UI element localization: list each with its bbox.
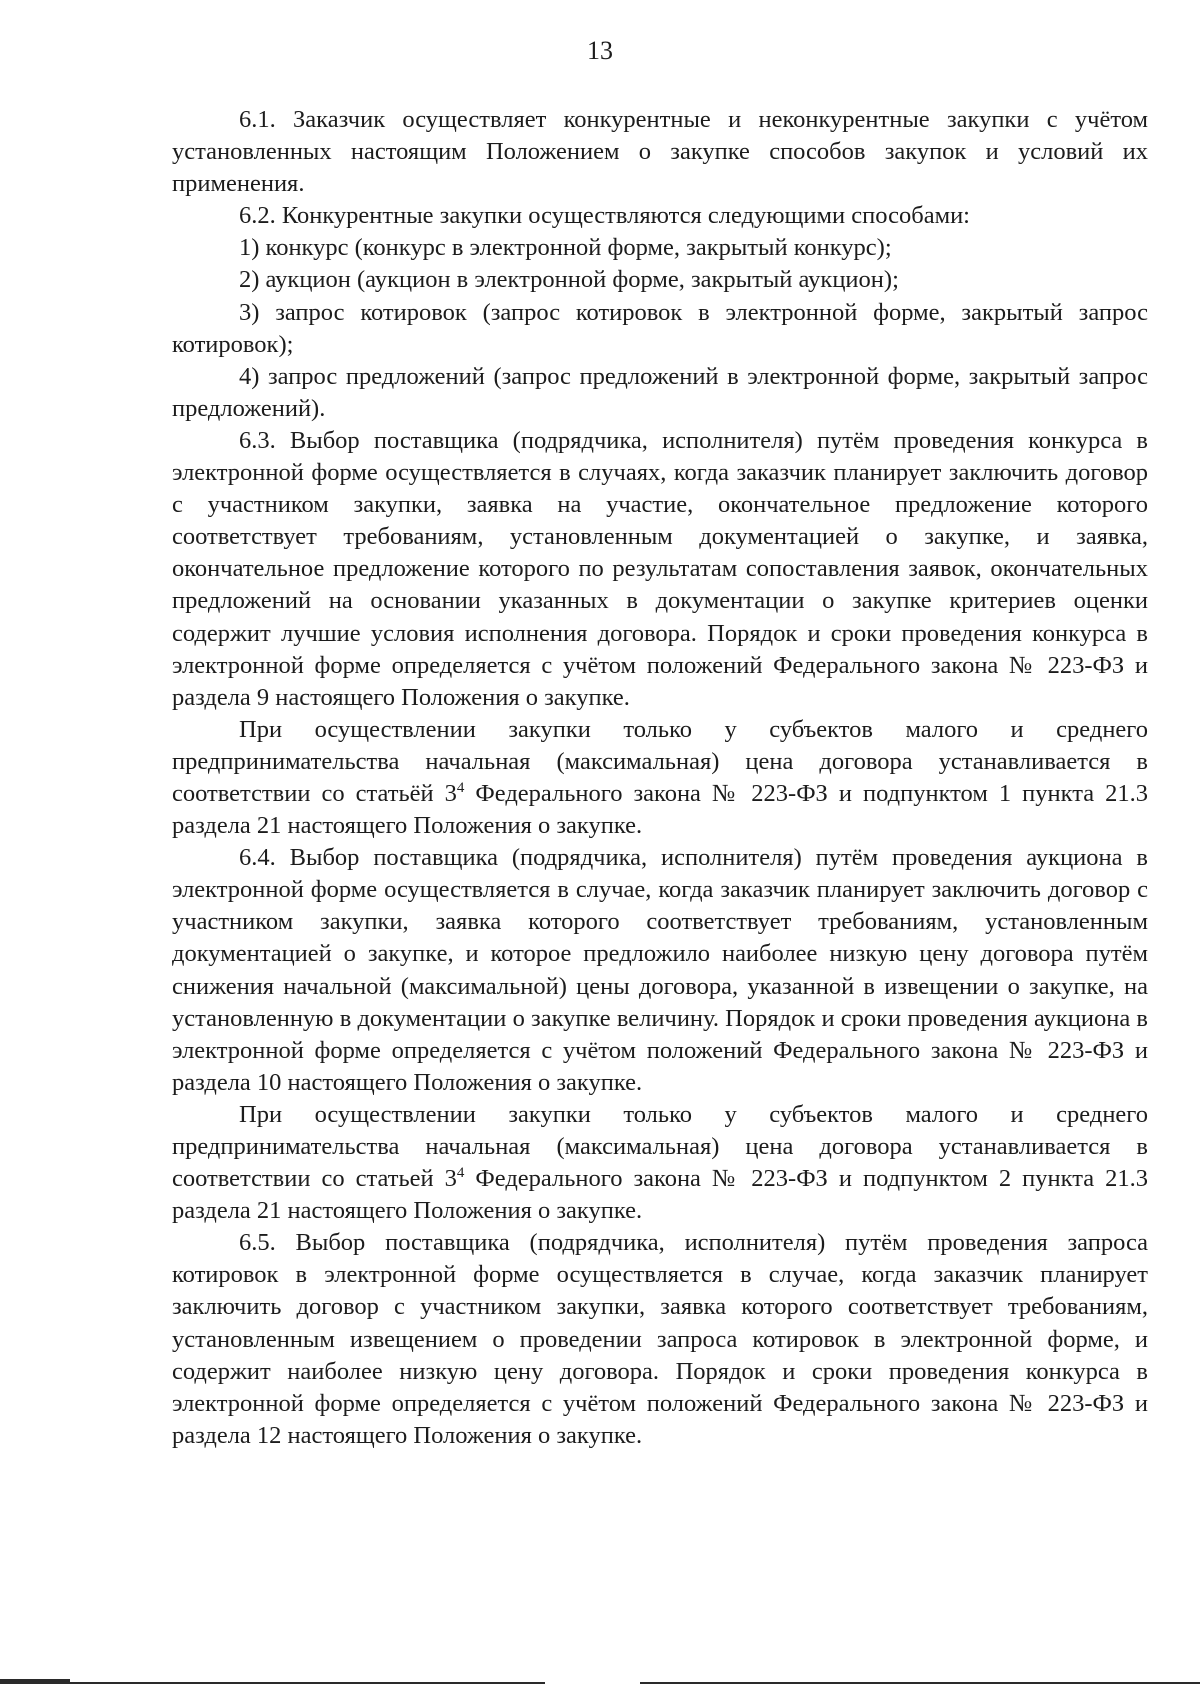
paragraph-6-5: 6.5. Выбор поставщика (подрядчика, исполнителя) путём проведения запроса котировок в электронной форме осуществляется в случае, когда заказчик планирует заключить договор с участником закупки, заявка которого соответствует требованиям, установленным извещением о проведении запроса котировок в электронной форме, и содержит наиболее низкую цену договора. Порядок и сроки проведения конкурса в электронной форме определяется с учётом положений Федерального закона № 223-ФЗ и раздела 12 настоящего Положения о закупке. <box>172 1229 1148 1449</box>
paragraph-6-4: 6.4. Выбор поставщика (подрядчика, исполнителя) путём проведения аукциона в электронной форме осуществляется в случае, когда заказчик планирует заключить договор с участником закупки, заявка которого соответствует требованиям, установленным документацией о закупке, и которое предложило наиболее низкую цену договора путём снижения начальной (максимальной) цены договора, указанной в извещении о закупке, на установленную в документации о закупке величину. Порядок и сроки проведения аукциона в электронной форме определяется с учётом положений Федерального закона № 223-ФЗ и раздела 10 настоящего Положения о закупке. <box>172 844 1148 1096</box>
paragraph-6-3: 6.3. Выбор поставщика (подрядчика, исполнителя) путём проведения конкурса в электронной форме осуществляется в случаях, когда заказчик планирует заключить договор с участником закупки, заявка на участие, окончательное предложение которого соответствует требованиям, установленным документацией о закупке, и заявка, окончательное предложение которого по результатам сопоставления заявок, окончательных предложений на основании указанных в документации о закупке критериев оценки содержит лучшие условия исполнения договора. Порядок и сроки проведения конкурса в электронной форме определяется с учётом положений Федерального закона № 223-ФЗ и раздела 9 настоящего Положения о закупке. <box>172 426 1148 711</box>
list-item-konkurs: 1) конкурс (конкурс в электронной форме, закрытый конкурс); <box>239 234 892 262</box>
list-item-zapros-kotirovok: 3) запрос котировок (запрос котировок в электронной форме, закрытый запрос котировок); <box>172 298 1148 358</box>
article-superscript: 4 <box>456 1164 465 1181</box>
document-body <box>172 104 1148 1452</box>
paragraph-6-4-sme <box>172 1099 1148 1227</box>
article-superscript: 4 <box>456 779 465 796</box>
sme-text-after: Федерального закона № 223-ФЗ и подпунктом 2 пункта 21.3 раздела 21 настоящего Положения о закупке. <box>172 1165 1148 1225</box>
paragraph-6-1: 6.1. Заказчик осуществляет конкурентные и неконкурентные закупки с учётом установленных настоящим Положением о закупке способов закупок и условий их применения. <box>172 106 1148 198</box>
list-item-auktsion: 2) аукцион (аукцион в электронной форме, закрытый аукцион); <box>239 266 899 294</box>
sme-text-before: При осуществлении закупки только у субъектов малого и среднего предпринимательства начальная (максимальная) цена договора устанавливается в соответствии со статьей 3 <box>172 1100 1148 1193</box>
sme-text-before: При осуществлении закупки только у субъектов малого и среднего предпринимательства начальная (максимальная) цена договора устанавливается в соответствии со статьёй 3 <box>172 715 1148 807</box>
footer-rule-right <box>640 1682 1200 1684</box>
footer-rule-left <box>0 1682 545 1684</box>
paragraph-6-3-sme <box>172 714 1148 842</box>
page-number: 13 <box>587 36 613 65</box>
paragraph-6-2: 6.2. Конкурентные закупки осуществляются следующими способами: <box>239 202 970 230</box>
list-item-zapros-predlozheniy: 4) запрос предложений (запрос предложений в электронной форме, закрытый запрос предложений). <box>172 362 1148 422</box>
sme-text-after: Федерального закона № 223-ФЗ и подпунктом 1 пункта 21.3 раздела 21 настоящего Положения о закупке. <box>172 779 1148 840</box>
